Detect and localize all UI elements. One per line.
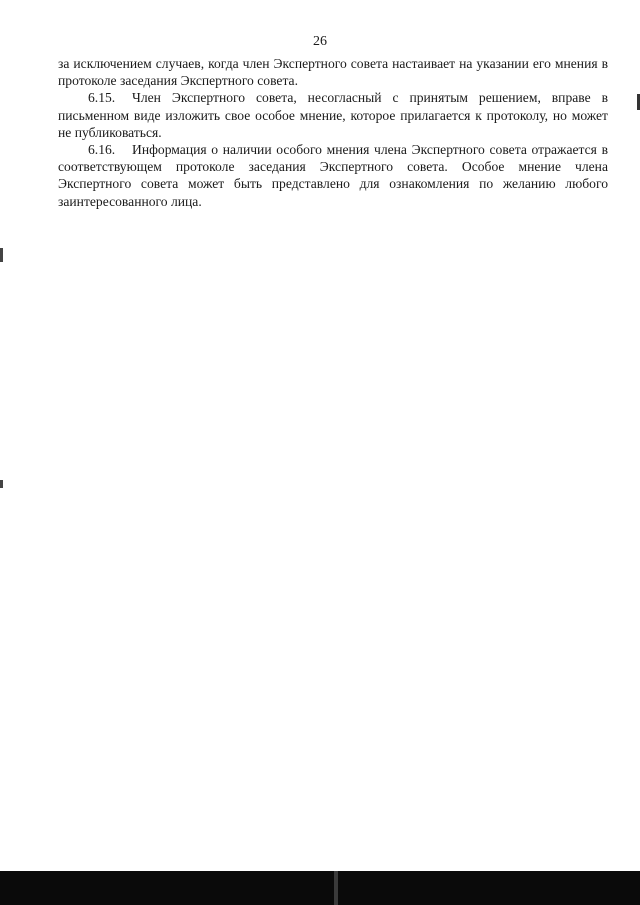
paragraph-text: Информация о наличии особого мнения члена Экспертного совета отражается в соответствующем протоколе заседания Экспертного совета. Особое мнение члена Экспертного совета может быть представлено для ознакомления по желанию любого заинтересованного лица. — [58, 142, 608, 209]
page-number: 26 — [313, 34, 327, 49]
scan-edge-mark — [0, 248, 3, 262]
paragraph-text: Член Экспертного совета, несогласный с принятым решением, вправе в письменном виде изложить свое особое мнение, которое прилагается к протоколу, но может не публиковаться. — [58, 90, 608, 140]
paragraph-continuation — [58, 55, 608, 89]
scan-bottom-bar — [0, 871, 640, 905]
scan-edge-mark — [0, 480, 3, 488]
paragraph-number: 6.16. — [88, 142, 116, 158]
paragraph-6-15 — [58, 89, 608, 141]
paragraph-6-16 — [58, 141, 608, 210]
scan-bottom-bar-gap — [334, 871, 338, 905]
document-body — [58, 55, 608, 210]
paragraph-number: 6.15. — [88, 90, 116, 106]
paragraph-text: за исключением случаев, когда член Экспертного совета настаивает на указании его мнения в протоколе заседания Экспертного совета. — [58, 56, 608, 89]
